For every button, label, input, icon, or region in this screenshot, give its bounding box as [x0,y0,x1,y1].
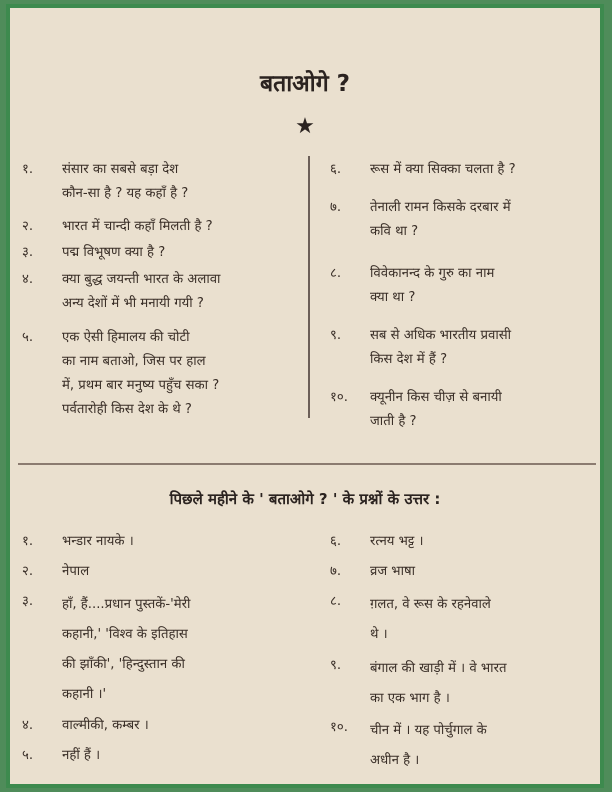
answer-number: ३. [22,594,34,609]
answer-line: ग़लत, वे रूस के रहनेवाले [370,597,491,612]
question-line: रूस में क्या सिक्का चलता है ? [370,162,516,177]
answer-line: नहीं हैं । [62,748,101,763]
question-line: अन्य देशों में भी मनायी गयी ? [62,296,204,311]
answer-number: ६. [330,534,342,549]
answer-line: रत्नय भट्ट । [370,534,424,549]
answer-line: नेपाल [62,564,90,579]
question-line: तेनाली रामन किसके दरबार में [370,200,511,215]
section-divider [18,463,596,465]
answer-line: कहानी,' 'विश्व के इतिहास [62,627,188,642]
page-title: बताओगे ? [259,71,351,97]
question-number: १. [22,162,34,177]
column-divider [308,156,310,418]
question-line: किस देश में हैं ? [370,352,448,367]
answer-number: ७. [330,564,342,579]
question-line: विवेकानन्द के गुरु का नाम [370,266,495,281]
question-number: ४. [22,272,34,287]
question-line: जाती है ? [370,414,417,429]
question-number: ६. [330,162,342,177]
answer-number: १०. [330,720,348,735]
question-number: १०. [330,390,348,405]
question-number: ९. [330,328,342,343]
question-line: कवि था ? [370,224,419,239]
answer-line: भन्डार नायके । [62,534,134,549]
question-line: में, प्रथम बार मनुष्य पहुँच सका ? [62,378,220,393]
question-line: क्या था ? [370,290,416,305]
question-number: ५. [22,330,34,345]
answer-number: १. [22,534,34,549]
answer-line: बंगाल की खाड़ी में । वे भारत [370,661,507,676]
question-line: क्या बुद्ध जयन्ती भारत के अलावा [62,272,221,287]
question-line: क्यूनीन किस चीज़ से बनायी [370,390,502,405]
quiz-page [6,4,604,788]
question-line: सब से अधिक भारतीय प्रवासी [370,328,512,343]
question-line: कौन-सा है ? यह कहाँ है ? [62,186,189,201]
answer-number: ९. [330,658,342,673]
question-number: २. [22,219,34,234]
question-line: भारत में चान्दी कहाँ मिलती है ? [62,219,213,234]
question-number: ७. [330,200,342,215]
question-line: का नाम बताओ, जिस पर हाल [62,354,206,369]
answer-line: का एक भाग है । [370,691,450,706]
answer-line: की झाँकी', 'हिन्दुस्तान की [62,657,185,672]
answer-line: चीन में । यह पोर्चुगाल के [370,723,487,738]
answer-line: थे । [370,627,388,642]
question-line: पद्म विभूषण क्या है ? [62,245,166,260]
question-number: ३. [22,245,34,260]
answer-number: २. [22,564,34,579]
answer-line: वाल्मीकी, कम्बर । [62,718,149,733]
answer-line: हाँ, हैं....प्रधान पुस्तकें-'मेरी [62,597,191,612]
question-number: ८. [330,266,342,281]
answer-number: ८. [330,594,342,609]
answer-line: व्रज भाषा [370,564,416,579]
star-icon: ★ [295,114,315,139]
question-line: एक ऐसी हिमालय की चोटी [62,330,190,345]
answer-line: अधीन है । [370,753,420,768]
answer-line: कहानी ।' [62,687,107,702]
answer-number: ४. [22,718,34,733]
answers-heading: पिछले महीने के ' बताओगे ? ' के प्रश्नों के उत्तर : [169,490,441,508]
answer-number: ५. [22,748,34,763]
question-line: संसार का सबसे बड़ा देश [62,162,179,177]
question-line: पर्वतारोही किस देश के थे ? [62,402,192,417]
